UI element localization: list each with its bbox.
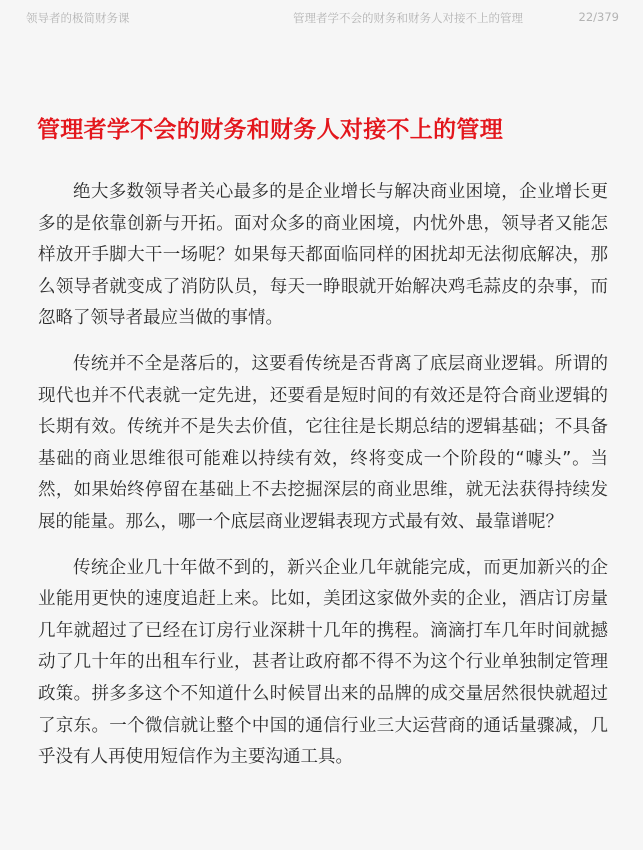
running-chapter-title: 管理者学不会的财务和财务人对接不上的管理 (293, 11, 523, 25)
reader-header (0, 0, 643, 34)
body-text (38, 177, 608, 788)
page-counter: 22/379 (578, 10, 619, 24)
paragraph: 绝大多数领导者关心最多的是企业增长与解决商业困境，企业增长更多的是依靠创新与开拓。面对众多的商业困境，内忧外患，领导者又能怎样放开手脚大干一场呢？如果每天都面临同样的困扰却无法彻底解决，那么领导者就变成了消防队员，每天一睁眼就开始解决鸡毛蒜皮的杂事，而忽略了领导者最应当做的事情。 (38, 182, 608, 329)
book-title: 领导者的极简财务课 (26, 11, 130, 25)
chapter-heading: 管理者学不会的财务和财务人对接不上的管理 (37, 117, 503, 143)
paragraph: 传统并不全是落后的，这要看传统是否背离了底层商业逻辑。所谓的现代也并不代表就一定先进，还要看是短时间的有效还是符合商业逻辑的长期有效。传统并不是失去价值，它往往是长期总结的逻辑基础；不具备基础的商业思维很可能难以持续有效，终将变成一个阶段的“噱头”。当然，如果始终停留在基础上不去挖掘深层的商业思维，就无法获得持续发展的能量。那么，哪一个底层商业逻辑表现方式最有效、最靠谱呢？ (38, 353, 608, 532)
paragraph: 传统企业几十年做不到的，新兴企业几年就能完成，而更加新兴的企业能用更快的速度追赶上来。比如，美团这家做外卖的企业，酒店订房量几年就超过了已经在订房行业深耕十几年的携程。滴滴打车几年时间就撼动了几十年的出租车行业，甚者让政府都不得不为这个行业单独制定管理政策。拼多多这个不知道什么时候冒出来的品牌的成交量居然很快就超过了京东。一个微信就让整个中国的通信行业三大运营商的通话量骤减，几乎没有人再使用短信作为主要沟通工具。 (38, 557, 608, 768)
